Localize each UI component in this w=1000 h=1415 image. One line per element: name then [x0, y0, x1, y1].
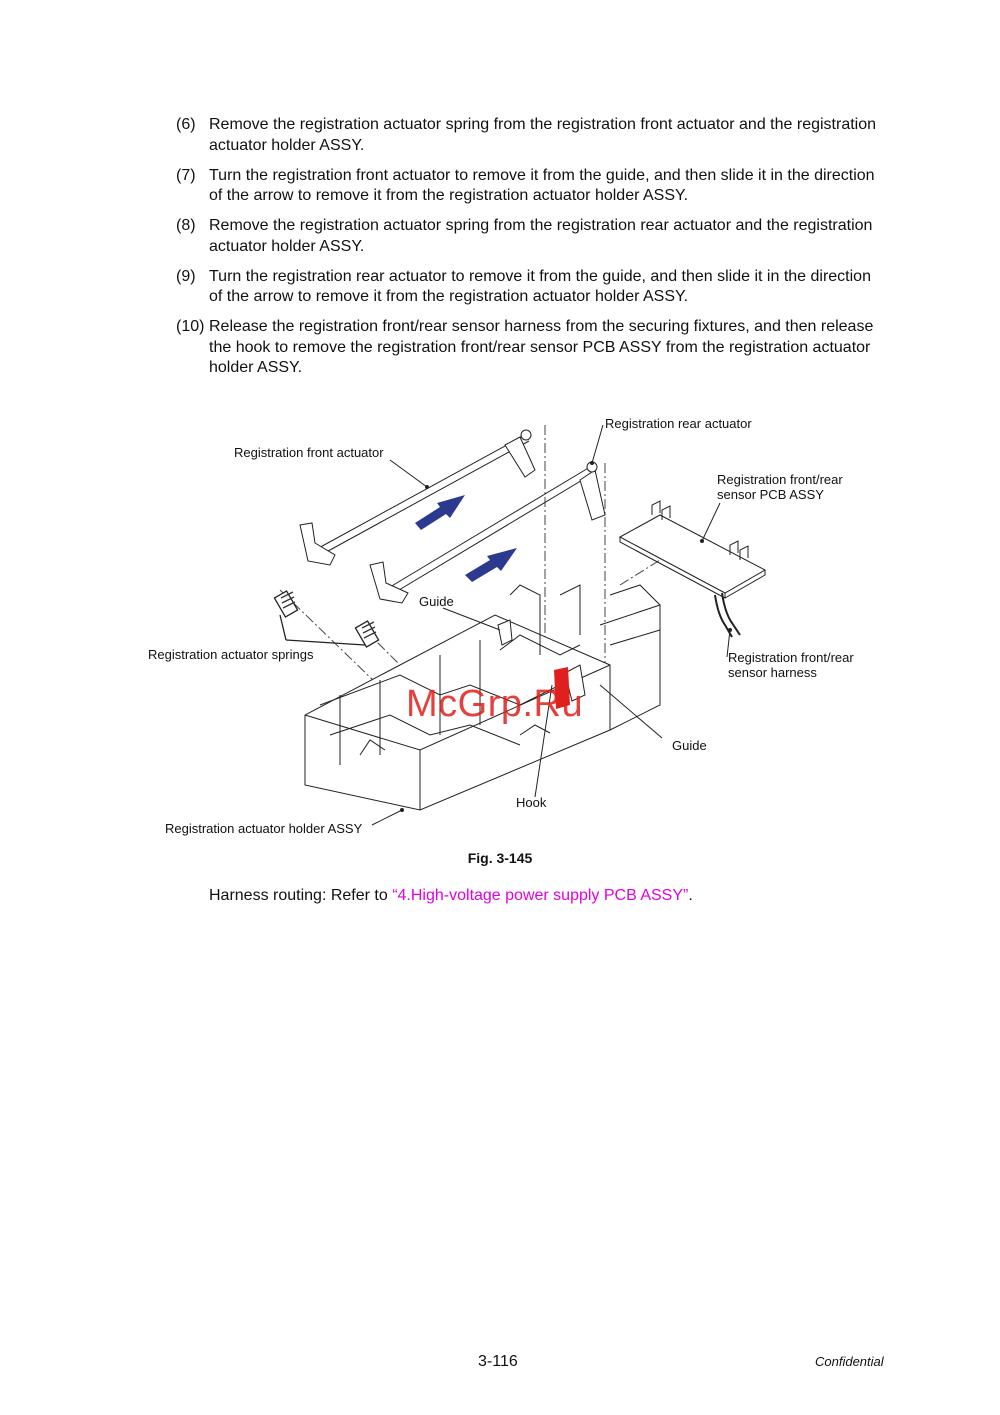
step-9: [176, 267, 876, 308]
step-8: [176, 216, 876, 257]
watermark-logo: McGrp.Ru: [406, 683, 584, 725]
step-number: (9): [176, 267, 196, 285]
step-text: Release the registration front/rear sensor harness from the securing fixtures, and then release the hook to remove the registration front/rear sensor PCB ASSY from the registration actuator holder ASSY.: [209, 318, 874, 376]
disassembly-figure: [140, 405, 880, 850]
step-6: [176, 115, 876, 156]
step-7: [176, 166, 876, 207]
label-harness-line2: sensor harness: [728, 665, 817, 680]
confidential-mark: Confidential: [815, 1354, 884, 1369]
label-guide-right: Guide: [672, 738, 707, 753]
step-text: Turn the registration rear actuator to remove it from the guide, and then slide it in the direction of the arrow to remove it from the registration actuator holder ASSY.: [209, 267, 871, 305]
step-text: Remove the registration actuator spring from the registration rear actuator and the registration actuator holder ASSY.: [209, 217, 873, 255]
label-rear-actuator: Registration rear actuator: [605, 416, 752, 431]
label-holder: Registration actuator holder ASSY: [165, 821, 363, 836]
step-text: Turn the registration front actuator to remove it from the guide, and then slide it in the direction of the arrow to remove it from the registration actuator holder ASSY.: [209, 166, 875, 204]
rear-actuator-shape: [370, 462, 605, 603]
label-harness-line1: Registration front/rear: [728, 650, 854, 665]
label-hook: Hook: [516, 795, 547, 810]
routing-suffix: .: [688, 887, 693, 904]
label-springs: Registration actuator springs: [148, 647, 314, 662]
pcb-shape: [620, 501, 765, 637]
step-number: (8): [176, 217, 196, 234]
harness-routing-note: [209, 887, 693, 905]
procedure-steps: [176, 115, 876, 388]
step-number: (10): [176, 318, 205, 335]
label-pcb-line2: sensor PCB ASSY: [717, 487, 824, 502]
routing-link[interactable]: “4.High-voltage power supply PCB ASSY”: [392, 887, 689, 904]
step-text: Remove the registration actuator spring from the registration front actuator and the registration actuator holder ASSY.: [209, 116, 877, 154]
arrow-front: [415, 495, 465, 530]
routing-prefix: Harness routing: Refer to: [209, 887, 393, 904]
page-number: 3-116: [478, 1353, 518, 1370]
label-front-actuator: Registration front actuator: [234, 445, 384, 460]
direction-arrows: [415, 495, 517, 582]
step-10: [176, 317, 876, 379]
label-pcb-line1: Registration front/rear: [717, 472, 843, 487]
step-number: (6): [176, 116, 196, 133]
arrow-rear: [465, 548, 517, 582]
figure-caption: Fig. 3-145: [467, 850, 533, 866]
springs-shape: [274, 591, 378, 647]
label-guide-top: Guide: [419, 594, 454, 609]
step-number: (7): [176, 166, 196, 184]
